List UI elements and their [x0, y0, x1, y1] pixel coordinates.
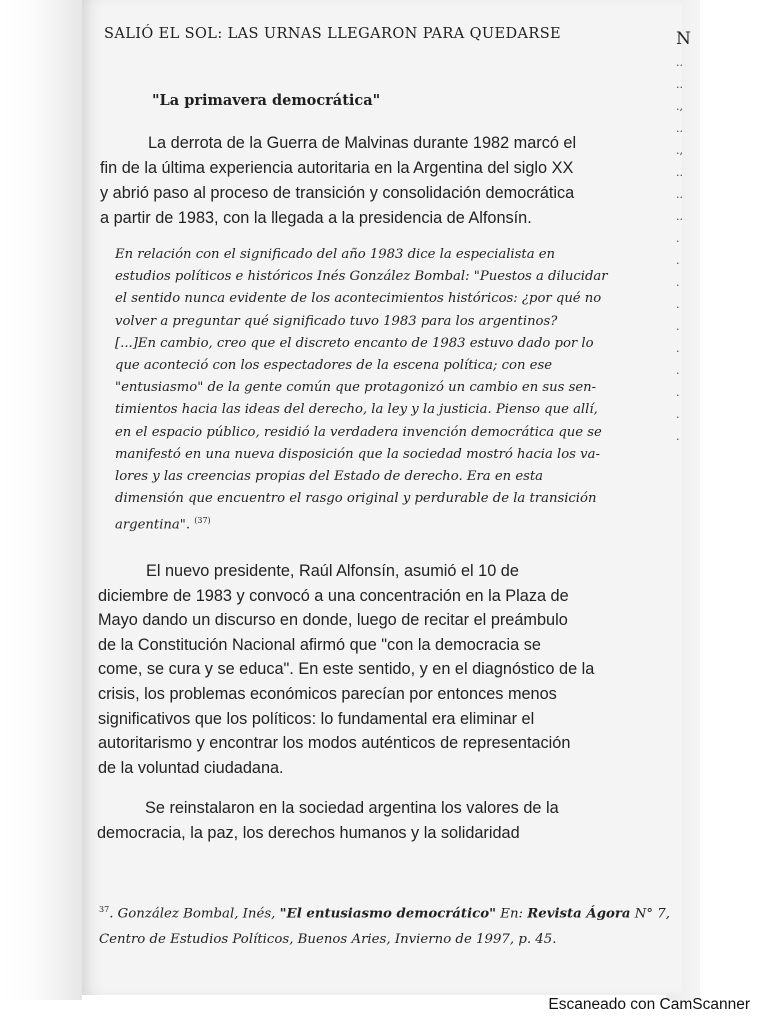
paragraph-line: y abrió paso al proceso de transición y consolidación democrática	[100, 184, 575, 202]
quote-line: timientos hacia las ideas del derecho, la ley y la justicia. Pienso que allí,	[115, 402, 598, 418]
quote-line-last	[115, 510, 670, 537]
paragraph-4	[97, 796, 667, 846]
footnote-author: . González Bombal, Inés,	[109, 906, 280, 922]
paragraph-line: de la Constitución Nacional afirmó que "con la democracia se	[98, 635, 541, 654]
footnote	[99, 897, 679, 953]
paragraph-line: Se reinstalaron en la sociedad argentina los valores de la	[145, 799, 559, 817]
quote-line: manifestó en una nueva disposición que la sociedad mostró hacia los va-	[115, 446, 600, 462]
paragraph-line: autoritarismo y encontrar los modos auténticos de representación	[98, 734, 571, 753]
quote-line: estudios políticos e históricos Inés González Bombal: "Puestos a dilucidar	[115, 269, 608, 285]
footnote-article: "El entusiasmo democrático"	[279, 906, 497, 922]
quote-line: que aconteció con los espectadores de la escena política; con ese	[115, 358, 553, 374]
paragraph-line: come, se cura y se educa". En este sentido, y en el diagnóstico de la	[98, 660, 595, 679]
paragraph-3	[98, 559, 668, 780]
footnote-journal: Revista Ágora	[527, 906, 631, 922]
paragraph-line: de la voluntad ciudadana.	[98, 758, 284, 777]
paragraph-line: diciembre de 1983 y convocó a una concentración en la Plaza de	[98, 586, 569, 605]
footnote-line-2: Centro de Estudios Políticos, Buenos Aries, Invierno de 1997, p. 45.	[99, 932, 557, 948]
adjacent-page-fragment: N .. .. ., .. ., .. .. .. . . . . . . . . . .	[676, 28, 696, 448]
footnote-mark: 37	[99, 905, 110, 914]
quote-line: [...]En cambio, creo que el discreto encanto de 1983 estuvo dado por lo	[115, 335, 594, 351]
section-title: "La primavera democrática"	[152, 92, 381, 109]
paragraph-line: El nuevo presidente, Raúl Alfonsín, asumió el 10 de	[146, 562, 519, 580]
quote-line: en el espacio público, residió la verdadera invención democrática que se	[115, 424, 602, 440]
paragraph-line: a partir de 1983, con la llegada a la presidencia de Alfonsín.	[100, 209, 532, 227]
footnote-line-1	[99, 897, 679, 927]
paragraph-line: La derrota de la Guerra de Malvinas durante 1982 marcó el	[148, 134, 577, 152]
paragraph-1	[100, 131, 660, 231]
quote-line: volver a preguntar qué significado tuvo 1983 para los argentinos?	[115, 313, 558, 329]
footnote-reference: (37)	[194, 516, 211, 526]
adjacent-page-letter: N	[676, 29, 691, 49]
footnote-in: En:	[496, 906, 528, 922]
quote-line: el sentido nunca evidente de los acontecimientos históricos: ¿por qué no	[115, 291, 602, 307]
camscanner-watermark: Escaneado con CamScanner	[548, 996, 750, 1013]
quote-line: dimensión que encuentro el rasgo original y perdurable de la transición	[115, 491, 597, 507]
quote-line: En relación con el significado del año 1983 dice la especialista en	[115, 247, 556, 262]
scan-left-margin	[0, 0, 82, 1000]
paragraph-line: fin de la última experiencia autoritaria en la Argentina del siglo XX	[100, 159, 574, 177]
block-quote	[115, 244, 670, 537]
running-head: SALIÓ EL SOL: LAS URNAS LLEGARON PARA QUEDARSE	[104, 26, 562, 42]
quote-line: lores y las creencias propias del Estado de derecho. Era en esta	[115, 469, 544, 485]
paragraph-line: crisis, los problemas económicos parecían por entonces menos	[98, 684, 557, 703]
paragraph-line: democracia, la paz, los derechos humanos y la solidaridad	[97, 824, 520, 842]
quote-final-text: argentina".	[115, 517, 191, 533]
paragraph-line: significativos que los políticos: lo fundamental era eliminar el	[98, 709, 535, 728]
footnote-issue: N° 7,	[630, 906, 670, 922]
paragraph-line: Mayo dando un discurso en donde, luego de recitar el preámbulo	[98, 611, 568, 630]
quote-line: "entusiasmo" de la gente común que protagonizó un cambio en sus sen-	[115, 380, 597, 396]
